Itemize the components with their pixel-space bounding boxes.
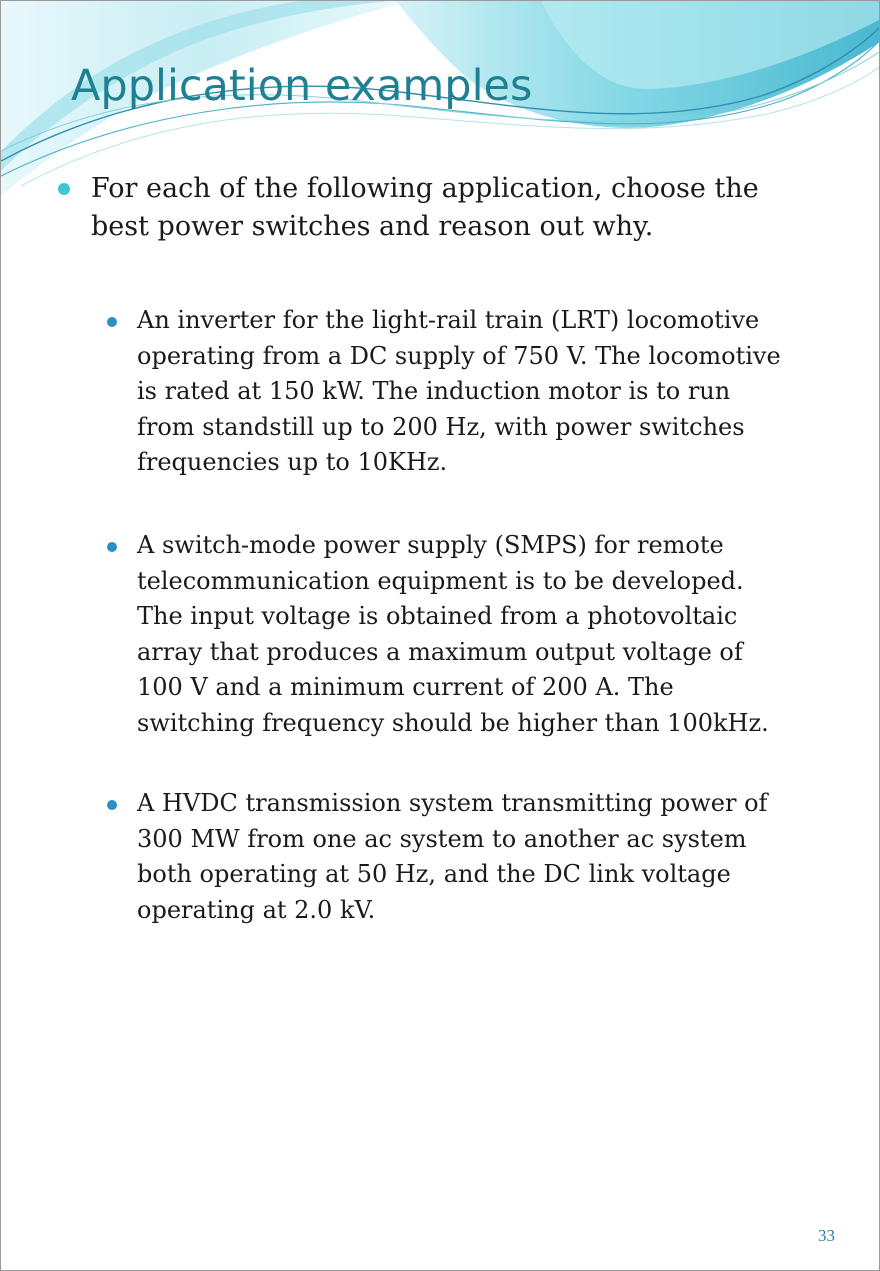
example-line: An inverter for the light-rail train (LRT) locomotive <box>137 306 760 334</box>
example-line: switching frequency should be higher than 100kHz. <box>137 708 769 737</box>
example-line: from standstill up to 200 Hz, with power switches <box>137 412 745 441</box>
example-line: is rated at 150 kW. The induction motor is to run <box>137 377 731 405</box>
main-bullet-icon <box>58 183 70 195</box>
intro-text: For each of the following application, choose the best power switches and reason out why. <box>91 173 759 242</box>
example-line: telecommunication equipment is to be developed. <box>137 566 744 595</box>
example-line: both operating at 50 Hz, and the DC link voltage <box>137 860 731 888</box>
example-text <box>137 786 827 928</box>
example-line: operating from a DC supply of 750 V. The locomotive <box>137 341 781 370</box>
sub-bullet-icon <box>107 800 117 810</box>
example-line: array that produces a maximum output voltage of <box>137 637 743 666</box>
example-line: 300 MW from one ac system to another ac system <box>137 824 747 853</box>
example-line: 100 V and a minimum current of 200 A. The <box>137 673 674 701</box>
example-line: The input voltage is obtained from a photovoltaic <box>137 602 738 630</box>
example-line: A switch-mode power supply (SMPS) for remote <box>137 531 724 559</box>
example-text <box>137 303 827 481</box>
example-line: A HVDC transmission system transmitting power of <box>137 789 768 817</box>
example-text <box>137 528 827 741</box>
example-line: operating at 2.0 kV. <box>137 895 376 924</box>
sub-bullet-icon <box>107 542 117 552</box>
sub-bullet-icon <box>107 317 117 327</box>
slide-title: Application examples <box>71 61 533 111</box>
example-line: frequencies up to 10KHz. <box>137 448 448 476</box>
page-number: 33 <box>818 1226 835 1245</box>
